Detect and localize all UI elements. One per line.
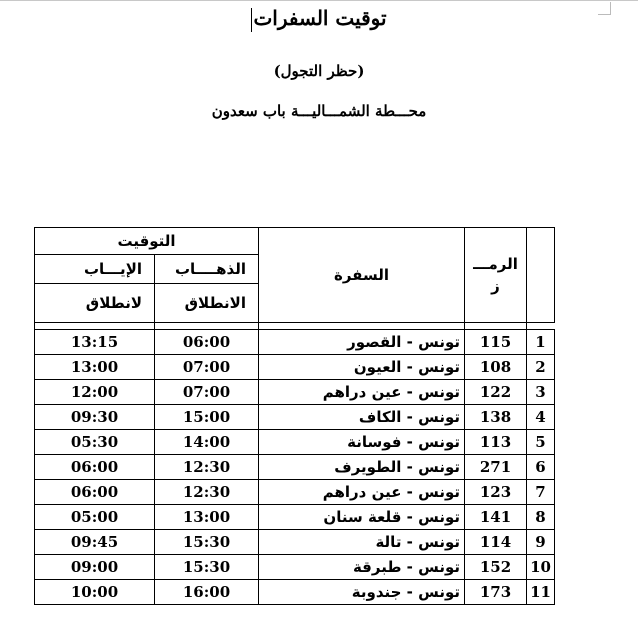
header-spacer-row (35, 323, 555, 330)
departure-time-cell: 14:00 (155, 430, 259, 455)
station-name-text: محـــطة الشمـــاليـــة باب سعدون (211, 102, 427, 120)
return-time-cell: 09:45 (35, 530, 155, 555)
table-row (35, 330, 555, 355)
table-row (35, 480, 555, 505)
spacer-cell (259, 323, 465, 330)
trip-cell: تونس - جندوبة (259, 580, 465, 605)
table-row (35, 455, 555, 480)
return-time-cell: 09:00 (35, 555, 155, 580)
trip-cell: تونس - عين دراهم (259, 380, 465, 405)
header-code-line1: الرمـــ (473, 255, 518, 273)
departure-time-cell: 15:00 (155, 405, 259, 430)
table-row (35, 355, 555, 380)
header-trip: السفرة (259, 228, 465, 323)
code-cell: 123 (465, 480, 527, 505)
header-departure: الذهــــاب (155, 255, 259, 284)
code-cell: 108 (465, 355, 527, 380)
code-cell: 115 (465, 330, 527, 355)
document-subtitle (0, 62, 638, 80)
code-cell: 114 (465, 530, 527, 555)
code-cell: 271 (465, 455, 527, 480)
return-time-cell: 12:00 (35, 380, 155, 405)
spacer-cell (35, 323, 155, 330)
header-index-blank (527, 228, 555, 323)
code-cell: 113 (465, 430, 527, 455)
row-index-cell: 8 (527, 505, 555, 530)
trip-cell: تونس - عين دراهم (259, 480, 465, 505)
departure-time-cell: 16:00 (155, 580, 259, 605)
page-top-border (0, 0, 638, 1)
code-cell: 152 (465, 555, 527, 580)
document-title[interactable] (0, 6, 638, 32)
header-return: الإيـــاب (35, 255, 155, 284)
return-time-cell: 05:30 (35, 430, 155, 455)
return-time-cell: 05:00 (35, 505, 155, 530)
trip-cell: تونس - قلعة سنان (259, 505, 465, 530)
row-index-cell: 5 (527, 430, 555, 455)
row-index-cell: 6 (527, 455, 555, 480)
table-row (35, 430, 555, 455)
trip-cell: تونس - القصور (259, 330, 465, 355)
row-index-cell: 3 (527, 380, 555, 405)
code-cell: 173 (465, 580, 527, 605)
trip-cell: تونس - فوسانة (259, 430, 465, 455)
header-timing: التوقيت (35, 228, 259, 255)
return-time-cell: 09:30 (35, 405, 155, 430)
row-index-cell: 9 (527, 530, 555, 555)
departure-time-cell: 07:00 (155, 380, 259, 405)
table-row (35, 405, 555, 430)
document-subtitle-text: (حظر التجول) (273, 62, 365, 80)
trip-cell: تونس - طبرقة (259, 555, 465, 580)
spacer-cell (465, 323, 527, 330)
departure-time-cell: 12:30 (155, 480, 259, 505)
document-title-text: توقيت السفرات (253, 6, 387, 30)
table-row (35, 555, 555, 580)
station-name (0, 102, 638, 120)
row-index-cell: 11 (527, 580, 555, 605)
trip-cell: تونس - الطويرف (259, 455, 465, 480)
return-time-cell: 10:00 (35, 580, 155, 605)
departure-time-cell: 15:30 (155, 530, 259, 555)
table-row (35, 530, 555, 555)
spacer-cell (155, 323, 259, 330)
trip-cell: تونس - العيون (259, 355, 465, 380)
return-time-cell: 13:00 (35, 355, 155, 380)
code-cell: 122 (465, 380, 527, 405)
departure-time-cell: 12:30 (155, 455, 259, 480)
table-row (35, 380, 555, 405)
header-code (465, 228, 527, 323)
table-row (35, 505, 555, 530)
row-index-cell: 1 (527, 330, 555, 355)
return-time-cell: 06:00 (35, 480, 155, 505)
departure-time-cell: 07:00 (155, 355, 259, 380)
schedule-table (34, 227, 555, 605)
return-time-cell: 06:00 (35, 455, 155, 480)
code-cell: 138 (465, 405, 527, 430)
row-index-cell: 2 (527, 355, 555, 380)
departure-time-cell: 06:00 (155, 330, 259, 355)
return-time-cell: 13:15 (35, 330, 155, 355)
code-cell: 141 (465, 505, 527, 530)
trip-cell: تونس - الكاف (259, 405, 465, 430)
trip-cell: تونس - تالة (259, 530, 465, 555)
row-index-cell: 10 (527, 555, 555, 580)
row-index-cell: 4 (527, 405, 555, 430)
header-return-sub: لانطلاق (35, 284, 155, 323)
header-departure-sub: الانطلاق (155, 284, 259, 323)
spacer-cell (527, 323, 555, 330)
table-row (35, 580, 555, 605)
header-code-line2: ز (491, 277, 500, 295)
departure-time-cell: 15:30 (155, 555, 259, 580)
departure-time-cell: 13:00 (155, 505, 259, 530)
row-index-cell: 7 (527, 480, 555, 505)
